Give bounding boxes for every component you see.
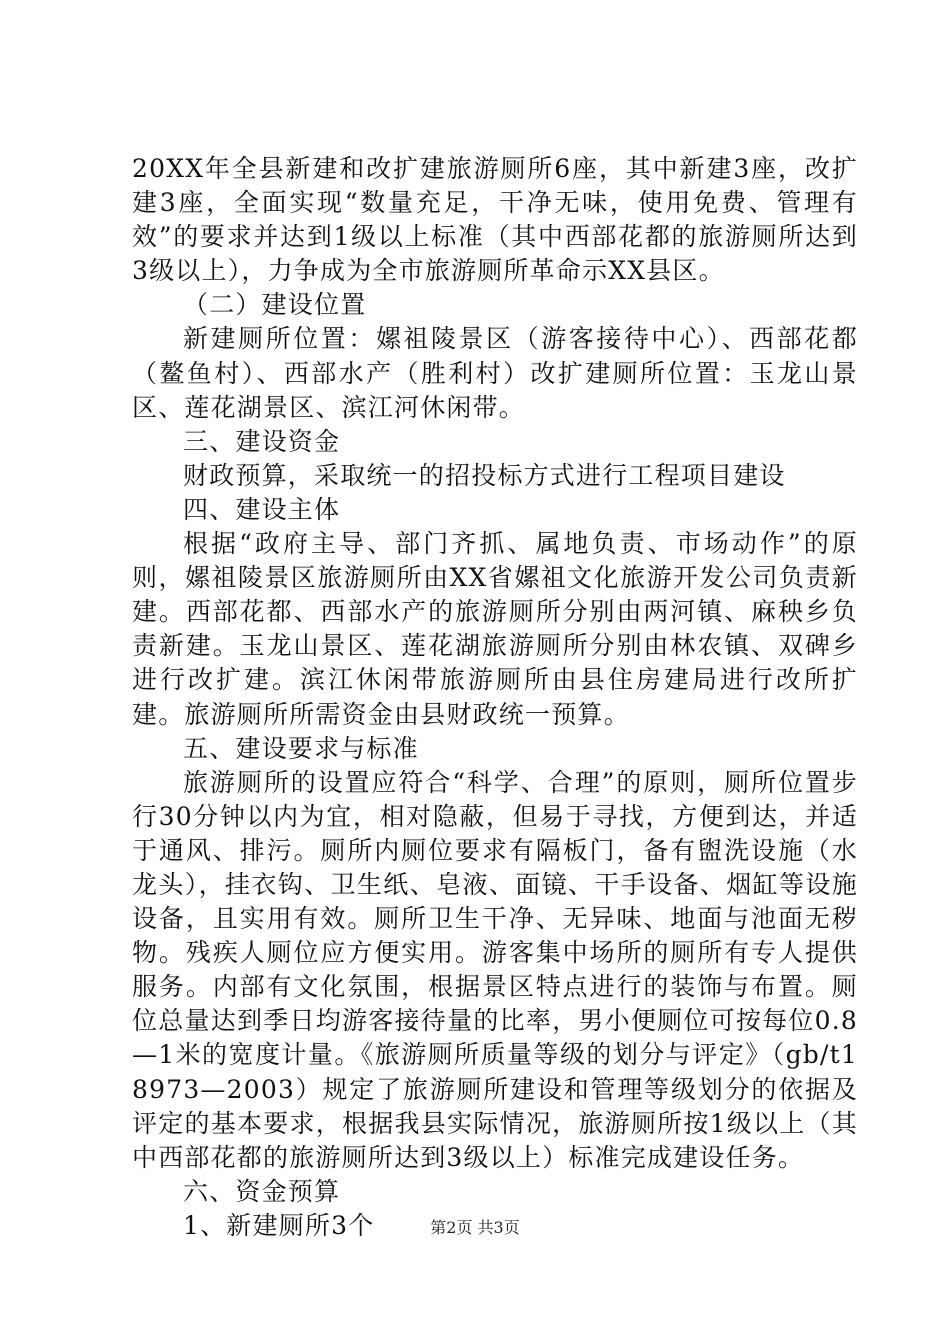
heading-construction-body: 四、建设主体 (183, 494, 341, 524)
heading-requirements: 五、建设要求与标准 (183, 733, 419, 763)
page-number-footer: 第2页 共3页 (430, 1218, 520, 1237)
paragraph-funding: 财政预算，采取统一的招投标方式进行工程项目建设 (183, 460, 786, 490)
heading-funding: 三、建设资金 (183, 426, 341, 456)
paragraph-locations: 新建厕所位置：嫘祖陵景区（游客接待中心）、西部花都（鳌鱼村）、西部水产（胜利村）改扩建厕所位置：玉龙山景区、莲花湖景区、滨江河休闲带。 (132, 324, 858, 422)
paragraph-requirements: 旅游厕所的设置应符合“科学、合理”的原则，厕所位置步行30分钟以内为宜，相对隐蔽，但易于寻找，方便到达，并适于通风、排污。厕所内厕位要求有隔板门，备有盥洗设施（水龙头），挂衣钩、卫生纸、皂液、面镜、干手设备、烟缸等设施设备，且实用有效。厕所卫生干净、无异味、地面与池面无秽物。残疾人厕位应方便实用。游客集中场所的厕所有专人提供服务。内部有文化氛围，根据景区特点进行的装饰与布置。厕位总量达到季日均游客接待量的比率，男小便厕位可按每位0.8—1米的宽度计量。《旅游厕所质量等级的划分与评定》（gb/t18973—2003）规定了旅游厕所建设和管理等级划分的依据及评定的基本要求，根据我县实际情况，旅游厕所按1级以上（其中西部花都的旅游厕所达到3级以上）标准完成建设任务。 (132, 767, 858, 1172)
paragraph-intro: 20XX年全县新建和改扩建旅游厕所6座，其中新建3座，改扩建3座，全面实现“数量充足，干净无味，使用免费、管理有效”的要求并达到1级以上标准（其中西部花都的旅游厕所达到3级以上），力争成为全市旅游厕所革命示XX县区。 (132, 154, 858, 286)
paragraph-budget-item-1: 1、新建厕所3个 (183, 1210, 375, 1240)
document-body (132, 152, 858, 1243)
heading-construction-location: （二）建设位置 (183, 290, 367, 320)
paragraph-construction-body: 根据“政府主导、部门齐抓、属地负责、市场动作”的原则，嫘祖陵景区旅游厕所由XX省嫘祖文化旅游开发公司负责新建。西部花都、西部水产的旅游厕所分别由两河镇、麻秧乡负责新建。玉龙山景区、莲花湖旅游厕所分别由林农镇、双碑乡进行改扩建。滨江休闲带旅游厕所由县住房建局进行改所扩建。旅游厕所所需资金由县财政统一预算。 (132, 529, 858, 729)
heading-budget: 六、资金预算 (183, 1176, 341, 1206)
